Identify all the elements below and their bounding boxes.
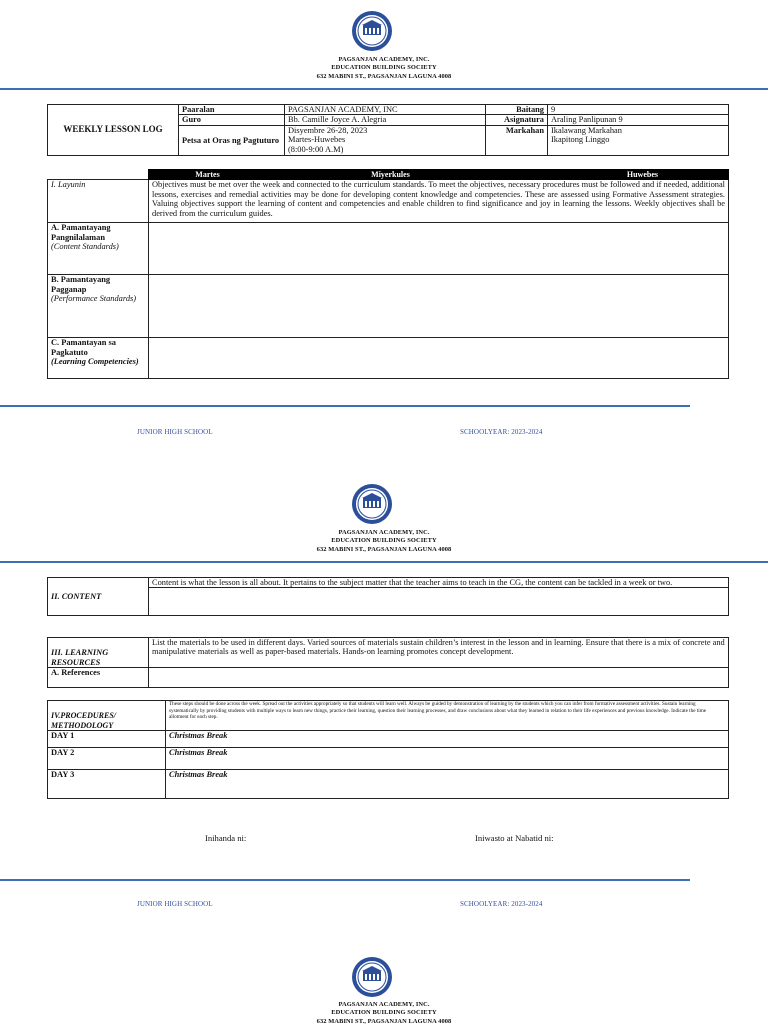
checked-by-label: Iniwasto at Nabatid ni: (475, 833, 554, 843)
school-society: EDUCATION BUILDING SOCIETY (331, 1009, 437, 1017)
footer-right-2: SCHOOLYEAR: 2023-2024 (460, 900, 543, 908)
content-standards-sub: (Content Standards) (51, 242, 119, 252)
content-standards-cell (48, 223, 149, 275)
markahan-label: Markahan (486, 125, 548, 155)
footer-left-1: JUNIOR HIGH SCHOOL (137, 428, 213, 436)
markahan-quarter: Ikalawang Markahan (551, 125, 622, 135)
procedures-text: These steps should be done across the week. Spread out the activities appropriately so that students will learn well. Always be guided by demonstration of learning by the students which you can infer from formative assessment activities. Sustain learning systematically by providing students with multiple ways to learn new things, practice their learning, question their learning processes, and draw conclusions about what they learned in relation to their life experiences and previous knowledge. Indicate the time allotment for each step. (166, 701, 729, 731)
baitang-label: Baitang (486, 105, 548, 115)
school-seal-icon (351, 483, 393, 525)
content-standards-label: A. Pamantayang Pangnilalaman (51, 223, 111, 242)
day-3-note: Christmas Break (166, 770, 729, 799)
header-rule (0, 88, 768, 90)
school-society: EDUCATION BUILDING SOCIETY (331, 537, 437, 545)
school-header-3 (0, 1001, 768, 1026)
resources-table (47, 637, 729, 688)
layunin-label: I. Layunin (48, 180, 149, 223)
day-header-huwebes: Huwebes (515, 170, 729, 180)
petsa-date: Disyembre 26-28, 2023 (288, 125, 368, 135)
petsa-value (285, 125, 486, 155)
performance-standards-sub: (Performance Standards) (51, 294, 137, 304)
procedures-label: IV.PROCEDURES/ METHODOLOGY (48, 701, 166, 731)
school-header-2 (0, 529, 768, 554)
markahan-week: Ikapitong Linggo (551, 135, 610, 145)
weekly-lesson-log-title: WEEKLY LESSON LOG (48, 105, 179, 156)
day-header-miyerkules: Miyerkules (267, 170, 515, 180)
asignatura-label: Asignatura (486, 115, 548, 125)
petsa-label: Petsa at Oras ng Pagtuturo (179, 125, 285, 155)
guro-label: Guro (179, 115, 285, 125)
petsa-days: Martes-Huwebes (288, 135, 346, 145)
references-label: A. References (48, 668, 149, 688)
performance-standards-label: B. Pamantayang Pagganap (51, 275, 111, 294)
learning-competencies-value (149, 338, 729, 379)
content-label: II. CONTENT (48, 578, 149, 616)
school-address: 632 MABINI ST., PAGSANJAN LAGUNA 4008 (316, 1017, 452, 1025)
school-name: PAGSANJAN ACADEMY, INC. (338, 1001, 430, 1008)
references-value (149, 668, 729, 688)
asignatura-value: Araling Panlipunan 9 (548, 115, 729, 125)
performance-standards-value (149, 275, 729, 338)
footer-rule-2 (0, 879, 690, 881)
prepared-by-label: Inihanda ni: (205, 833, 247, 843)
day-1-label: DAY 1 (48, 731, 166, 748)
resources-label: III. LEARNING RESOURCES (48, 638, 149, 668)
objectives-table (47, 169, 729, 379)
procedures-table (47, 700, 729, 799)
school-name: PAGSANJAN ACADEMY, INC. (338, 56, 430, 63)
learning-competencies-sub: (Learning Competencies) (51, 357, 139, 367)
learning-competencies-label: C. Pamantayan sa Pagkatuto (51, 338, 116, 357)
day-header-martes: Martes (149, 170, 267, 180)
day-2-label: DAY 2 (48, 748, 166, 770)
paaralan-value: PAGSANJAN ACADEMY, INC (285, 105, 486, 115)
paaralan-label: Paaralan (179, 105, 285, 115)
footer-rule-1 (0, 405, 690, 407)
footer-right-1: SCHOOLYEAR: 2023-2024 (460, 428, 543, 436)
header-rule-2 (0, 561, 768, 563)
learning-competencies-cell (48, 338, 149, 379)
guro-value: Bb. Camille Joyce A. Alegria (285, 115, 486, 125)
day-3-label: DAY 3 (48, 770, 166, 799)
baitang-value: 9 (548, 105, 729, 115)
resources-text: List the materials to be used in different days. Varied sources of materials sustain children’s interest in the lesson and in learning. Ensure that there is a mix of concrete and manipulative materials as well as paper-based materials. Hands-on learning promotes concept development. (149, 638, 729, 668)
content-standards-value (149, 223, 729, 275)
content-value (149, 588, 729, 616)
school-address: 632 MABINI ST., PAGSANJAN LAGUNA 4008 (316, 72, 452, 80)
footer-left-2: JUNIOR HIGH SCHOOL (137, 900, 213, 908)
school-address: 632 MABINI ST., PAGSANJAN LAGUNA 4008 (316, 545, 452, 553)
content-table (47, 577, 729, 616)
performance-standards-cell (48, 275, 149, 338)
day-2-note: Christmas Break (166, 748, 729, 770)
day-1-note: Christmas Break (166, 731, 729, 748)
lesson-log-info-table (47, 104, 729, 156)
content-text: Content is what the lesson is all about. It pertains to the subject matter that the teacher aims to teach in the CG, the content can be tackled in a week or two. (149, 578, 729, 588)
school-header (0, 56, 768, 81)
markahan-value (548, 125, 729, 155)
school-seal-icon (351, 956, 393, 998)
layunin-text: Objectives must be met over the week and connected to the curriculum standards. To meet the objectives, necessary procedures must be followed and if needed, additional lessons, exercises and remedial activities may be done for developing content knowledge and competencies. These are assessed using Formative Assessment strategies. Valuing objectives support the learning of content and competencies and enable children to find significance and joy in learning the lessons. Weekly objectives shall be derived from the curriculum guides. (149, 180, 729, 223)
petsa-time: (8:00-9:00 A.M) (288, 144, 344, 154)
school-society: EDUCATION BUILDING SOCIETY (331, 64, 437, 72)
school-seal-icon (351, 10, 393, 52)
school-name: PAGSANJAN ACADEMY, INC. (338, 529, 430, 536)
